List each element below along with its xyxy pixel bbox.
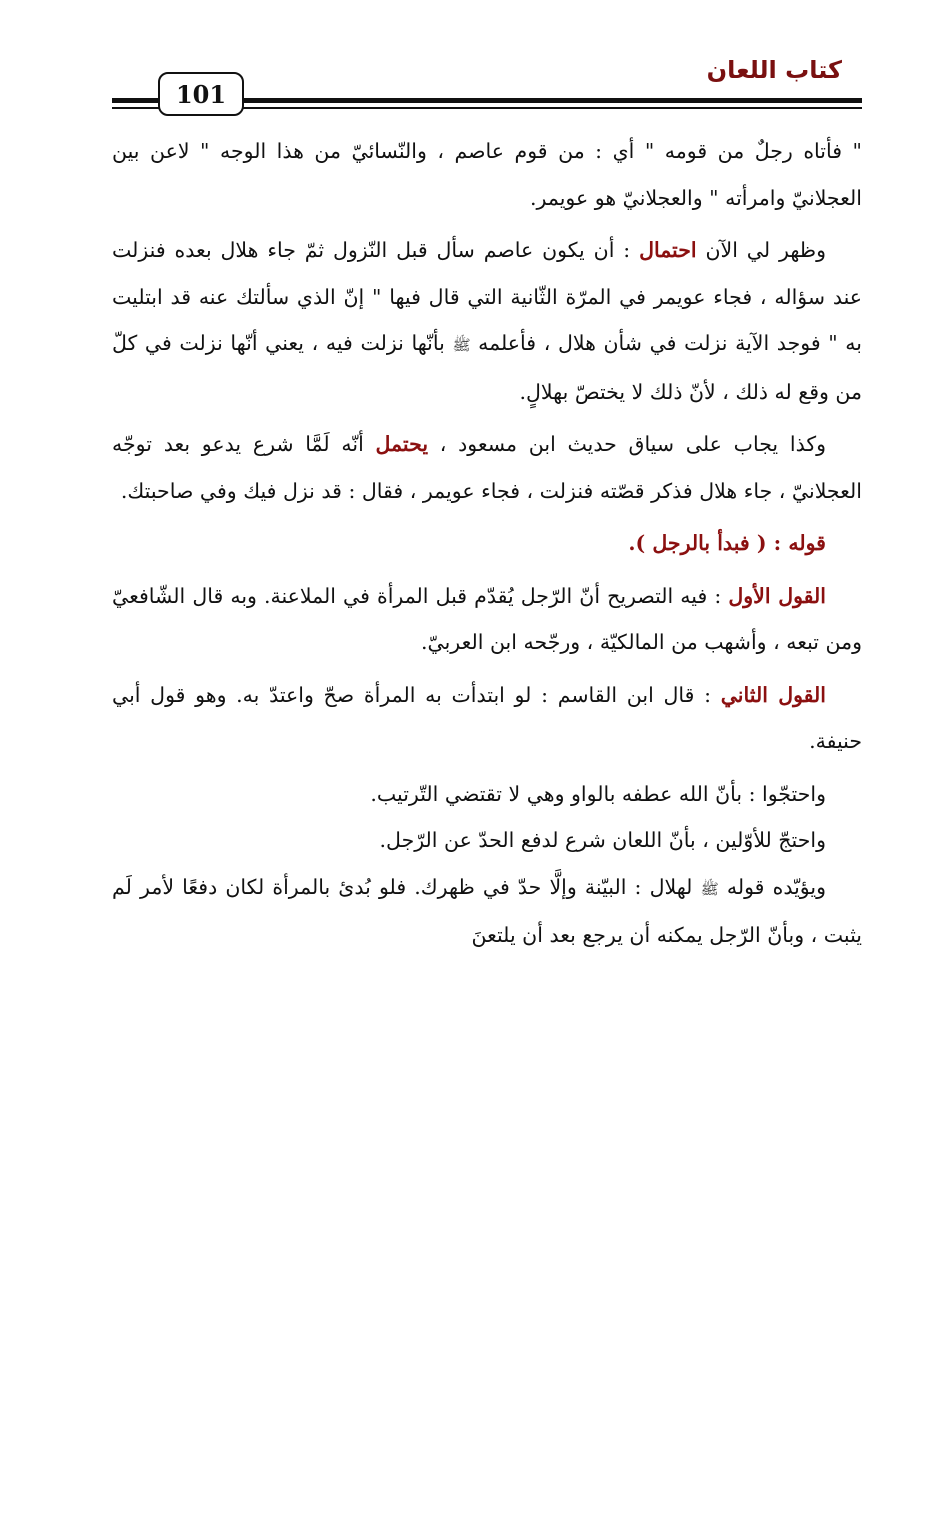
honorific-glyph: ﷺ bbox=[700, 879, 719, 898]
paragraph-8: واحتجّ للأوّلين ، بأنّ اللعان شرع لدفع الحدّ عن الرّجل. bbox=[379, 828, 826, 852]
page-number: 101 bbox=[158, 72, 244, 116]
highlight-term: احتمال bbox=[639, 238, 697, 262]
paragraph-6-text: : قال ابن القاسم : لو ابتدأت به المرأة صحّ واعتدّ به. وهو قول أبي حنيفة. bbox=[112, 682, 862, 753]
chapter-title: كتاب اللعان bbox=[706, 56, 842, 84]
paragraph-5-text: : فيه التصريح أنّ الرّجل يُقدّم قبل المرأة في الملاعنة. وبه قال الشّافعيّ ومن تبعه ، وأشهب من المالكيّة ، ورجّحه ابن العربيّ. bbox=[112, 583, 862, 654]
paragraph-3-text-a: وكذا يجاب على سياق حديث ابن مسعود ، bbox=[428, 432, 826, 456]
paragraph-3 bbox=[112, 421, 862, 514]
paragraph-7: واحتجّوا : بأنّ الله عطفه بالواو وهي لا تقتضي التّرتيب. bbox=[370, 781, 826, 806]
highlight-term: يحتمل bbox=[375, 432, 429, 456]
paragraph-1: " فأتاه رجلٌ من قومه " أي : من قوم عاصم ، والنّسائيّ من هذا الوجه " لاعن بين العجلانيّ وامرأته " والعجلانيّ هو عويمر. bbox=[112, 139, 862, 210]
section-heading: قوله : ( فبدأ بالرجل ). bbox=[628, 531, 826, 555]
paragraph-9 bbox=[112, 864, 862, 959]
paragraph-3-text-b: أنّه لَمَّا شرع يدعو بعد توجّه العجلانيّ ، جاء هلال فذكر قصّته فنزلت ، فجاء عويمر ، فقال : قد نزل فيك وفي صاحبتك. bbox=[112, 432, 862, 503]
honorific-glyph: ﷺ bbox=[452, 336, 471, 354]
page-header bbox=[112, 50, 862, 120]
paragraph-2-text-a: وظهر لي الآن bbox=[696, 238, 826, 262]
paragraph-5 bbox=[112, 573, 862, 666]
paragraph-9-text-a: ويؤيّده قوله bbox=[718, 874, 826, 899]
paragraph-2-text-c: بأنّها نزلت فيه ، يعني أنّها نزلت في كلّ من وقع له ذلك ، لأنّ ذلك لا يختصّ بهلالٍ. bbox=[112, 331, 862, 404]
second-opinion-label: القول الثاني bbox=[720, 682, 826, 707]
body-text bbox=[112, 128, 862, 959]
paragraph-9-text-b: لهلال : البيّنة وإلَّا حدّ في ظهرك. فلو بُدئ بالمرأة لكان دفعًا لأمر لَم يثبت ، وبأنّ الرّجل يمكنه أن يرجع بعد أن يلتعنَ bbox=[112, 874, 862, 947]
paragraph-2-text-b: : أن يكون عاصم سأل قبل النّزول ثمّ جاء هلال بعده فنزلت عند سؤاله ، فجاء عويمر في المرّة الثّانية التي قال فيها " إنّ الذي سألتك عنه قد ابتليت به " فوجد الآية نزلت في شأن هلال ، فأعلمه bbox=[112, 238, 862, 355]
paragraph-6 bbox=[112, 672, 862, 765]
first-opinion-label: القول الأول bbox=[728, 583, 826, 608]
paragraph-2 bbox=[112, 227, 862, 415]
